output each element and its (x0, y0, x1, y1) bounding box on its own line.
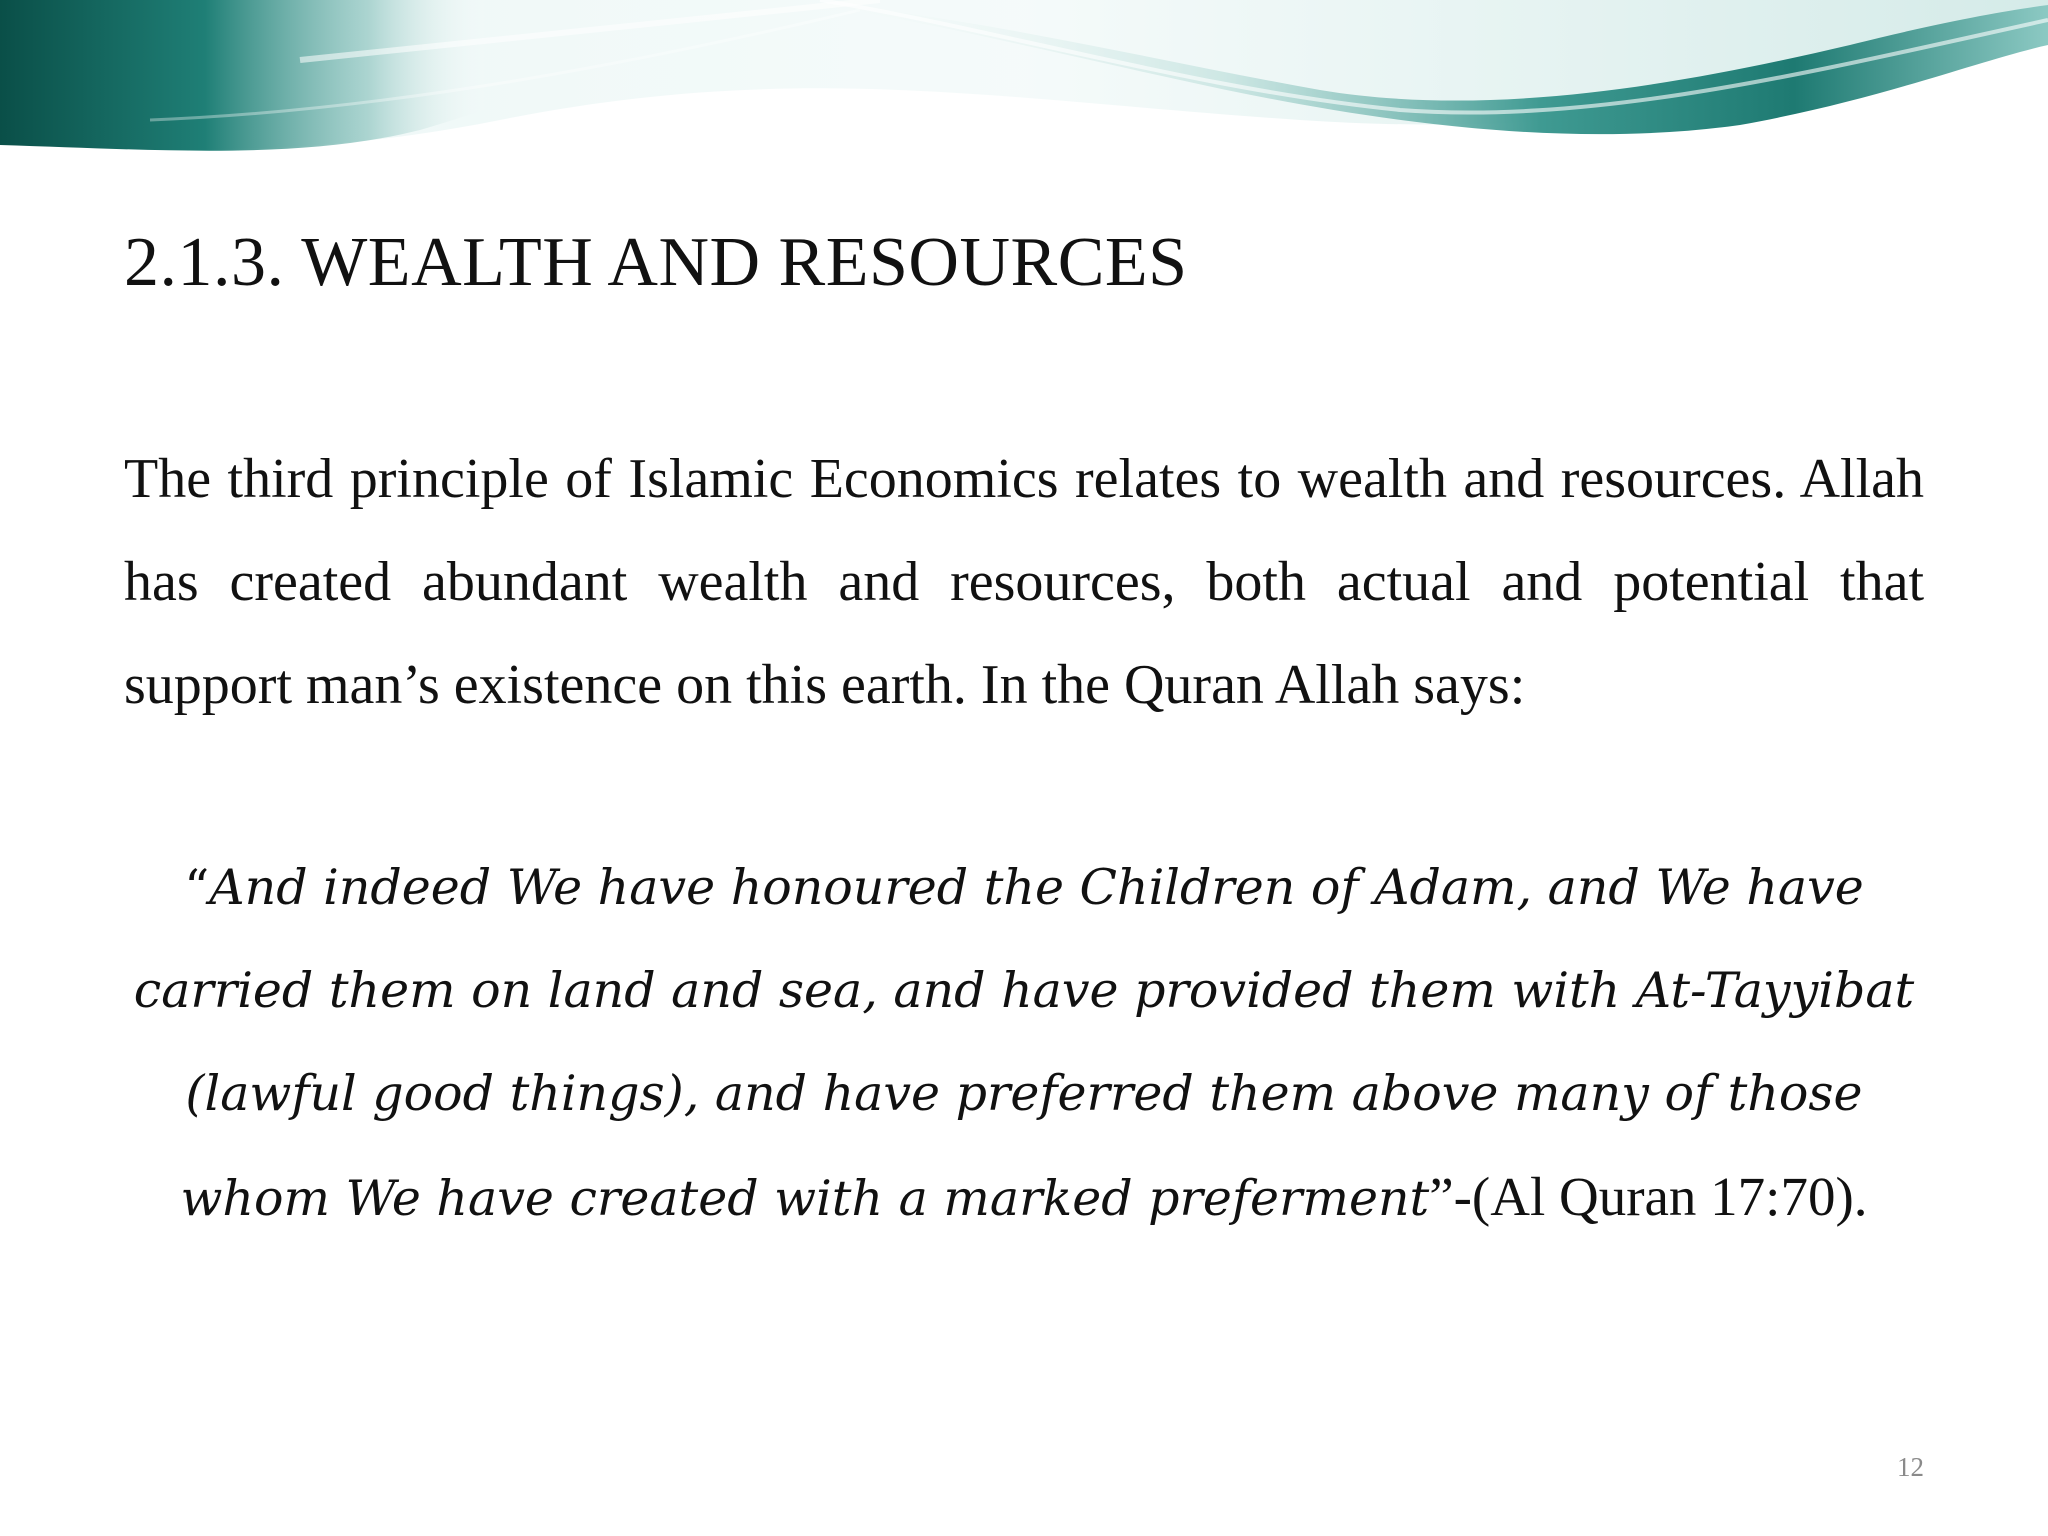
quote-open-mark: “ (184, 859, 210, 916)
wave-banner-decoration (0, 0, 2048, 170)
body-paragraph: The third principle of Islamic Economics relates to wealth and resources. Allah has created abundant wealth and resources, both actual and potential that support man’s existence on this earth. In the Quran Allah says: (124, 448, 1924, 716)
quote-verse: And indeed We have honoured the Children of Adam, and We have carried them on land and sea, and have provided them with At-Tayyibat (lawful good things), and have preferred them above many of those whom We have created with a marked preferment (133, 859, 1915, 1227)
page-number: 12 (1897, 1452, 1924, 1482)
quran-quote (124, 836, 1924, 1250)
quote-citation: ”-(Al Quran 17:70). (1429, 1166, 1868, 1227)
slide-title: 2.1.3. WEALTH AND RESOURCES (124, 224, 1188, 301)
